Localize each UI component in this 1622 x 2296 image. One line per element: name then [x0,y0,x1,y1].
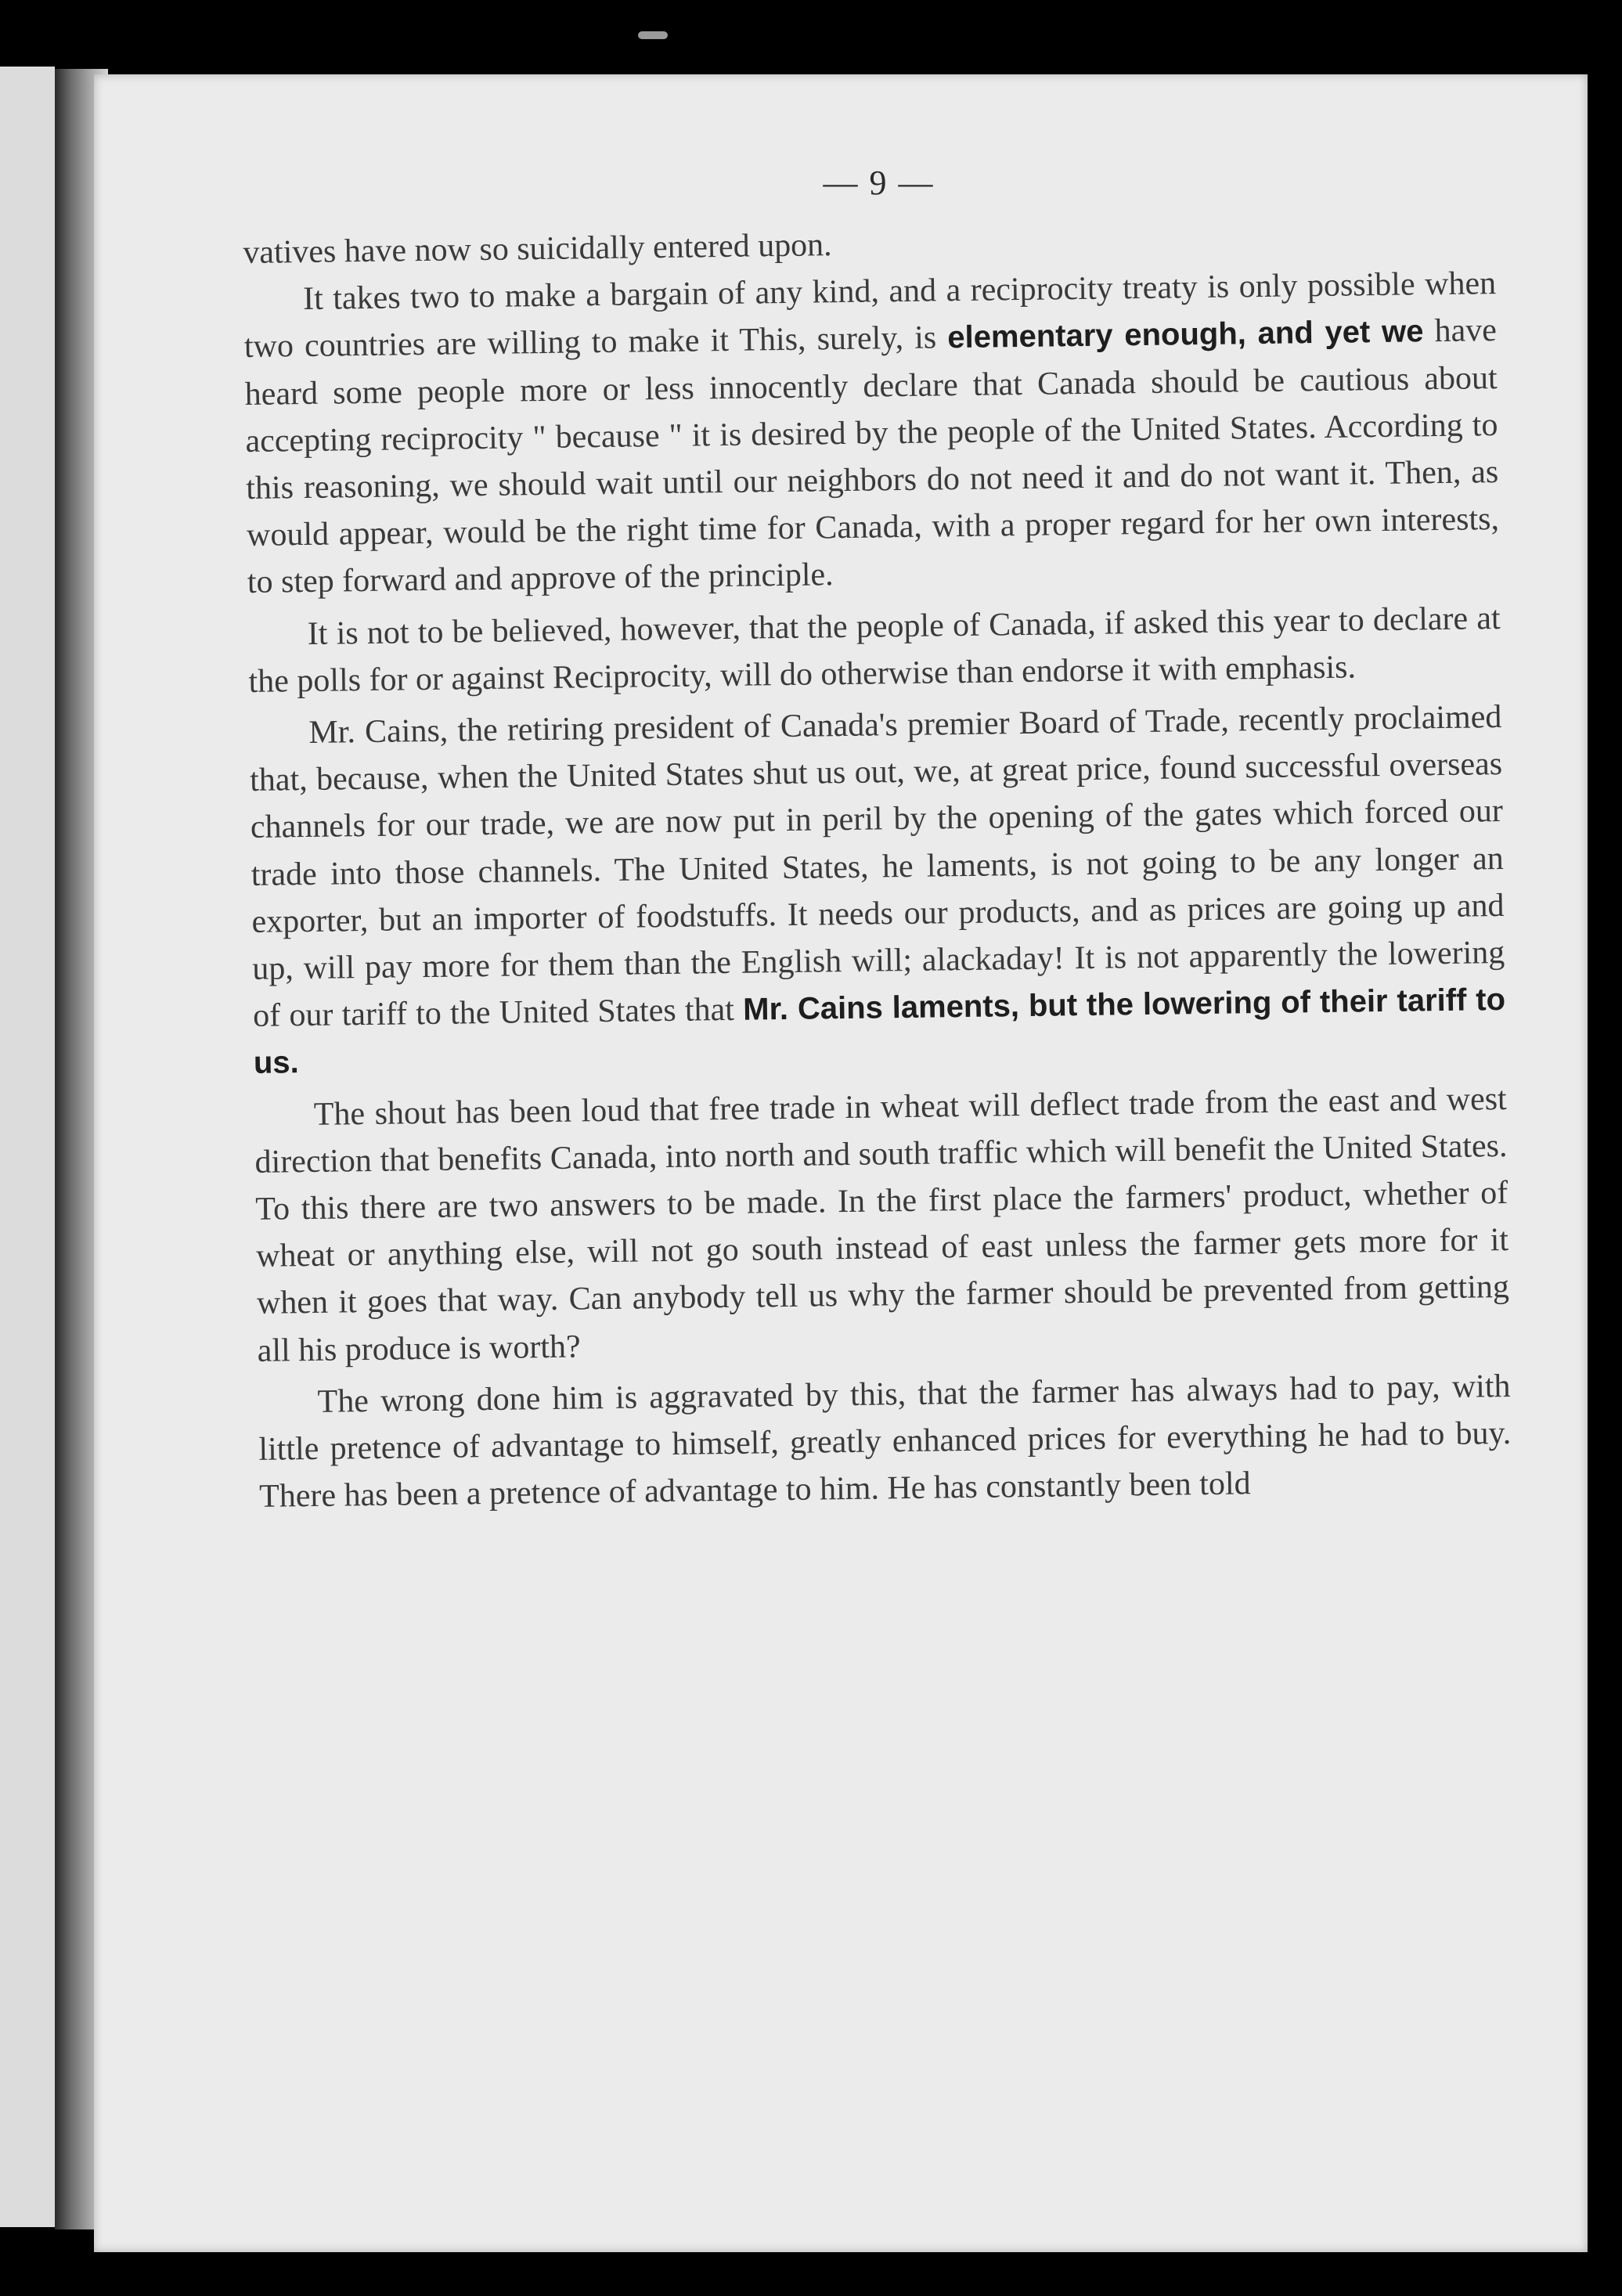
text-run: The shout has been loud that free trade in wheat will deflect trade from the east and west direction that benefits Canada, into north and south traffic which will benefit the United States. To this there are two answers to be made. In the first place the farmers' product, whether of wheat or anything else, will not go south instead of east unless the farmer gets more for it when it goes that way. Can anybody tell us why the farmer should be prevented from getting all his produce is worth? [254,1080,1510,1369]
text-run: The wrong done him is aggravated by this, that the farmer has always had to pay, with little pretence of advantage to himself, greatly enhanced prices for everything he had to buy. There has been a pretence of advantage to him. He has constantly been told [258,1368,1512,1516]
paragraph [254,1076,1510,1375]
paragraph [243,260,1500,606]
bold-text-run: elementary enough, and yet we [947,314,1424,355]
text-run: vatives have now so suicidally entered upon. [243,227,832,271]
bold-text-run: Mr. Cains laments, but the lowering of their tariff to us. [253,982,1506,1081]
text-run: Mr. Cains, the retiring president of Canada's premier Board of Trade, recently proclaimed that, because, when the United States shut us out, we, at great price, found successful overseas channels for our trade, we are now put in peril by the opening of the gates which forced our trade into those channels. The United States, he laments, is not going to be any longer an exporter, but an importer of foodstuffs. It needs our products, and as prices are going up and up, will pay more for them than the English will; alackaday! It is not apparently the lowering of our tariff to the United States that [249,699,1505,1035]
paragraph [247,595,1501,705]
text-run: have heard some people more or less innocently declare that Canada should be cautious about accepting reciprocity " because " it is desired by the people of the United States. According to this reasoning, we should wait until our neighbors do not need it and do not want it. Then, as would appear, would be the right time for Canada, with a proper regard for her own interests, to step forward and approve of the principle. [244,312,1500,601]
paragraph [249,694,1506,1087]
text-run: It is not to be believed, however, that the people of Canada, if asked this year to declare at the polls for or against Reciprocity, will do otherwise than endorse it with emphasis. [248,600,1501,700]
paragraph [258,1363,1512,1521]
scan-mark [638,31,668,39]
facing-page-edge [0,67,55,2227]
body-text [243,213,1512,1520]
page-number: — 9 — [823,164,935,202]
text-run: It takes two to make a bargain of any kind, and a reciprocity treaty is only possible when two countries are willing to make it This, surely, is [243,265,1497,366]
